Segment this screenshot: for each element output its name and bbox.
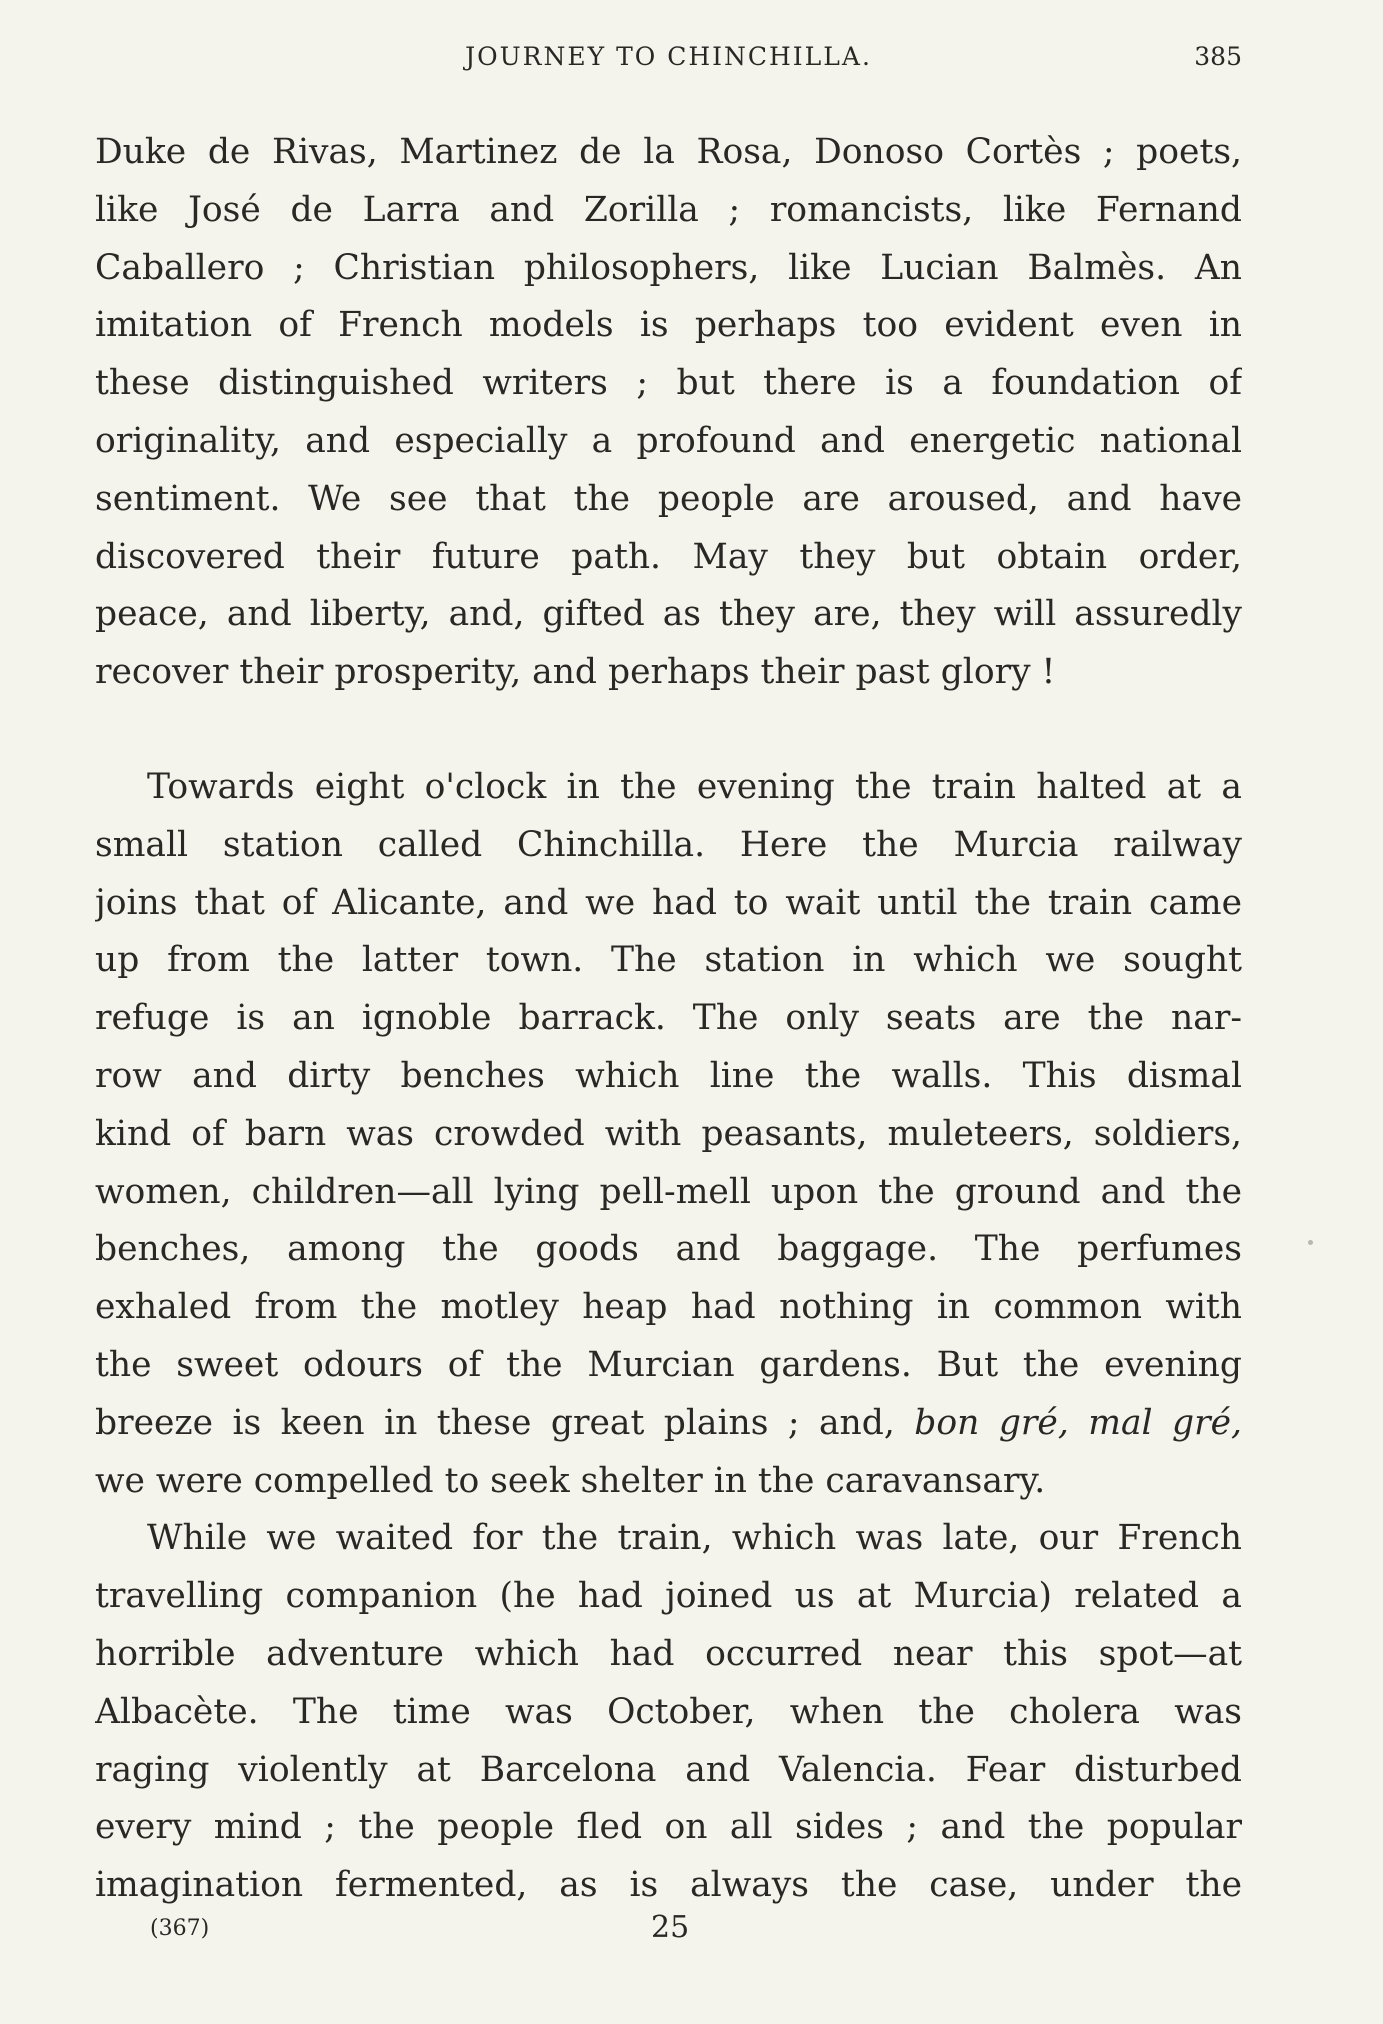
text-line: every mind ; the people fled on all sides ; and the popular (95, 1807, 1242, 1848)
text-line: Towards eight o'clock in the evening the train halted at a (147, 766, 1242, 807)
text-line-italic-phrase (95, 1395, 1242, 1453)
text-line: Duke de Rivas, Martinez de la Rosa, Donoso Cortès ; poets, (95, 132, 1242, 172)
text-line: small station called Chinchilla. Here the Murcia railway (95, 824, 1242, 865)
text-line: imitation of French models is perhaps too evident even in (95, 305, 1242, 346)
text-line: imagination fermented, as is always the case, under the (95, 1865, 1242, 1906)
ink-speck (1308, 1240, 1313, 1245)
text-line: sentiment. We see that the people are aroused, and have (95, 478, 1242, 519)
text-line: these distinguished writers ; but there is a foundation of (95, 363, 1242, 404)
text-line: row and dirty benches which line the walls. This dismal (95, 1055, 1242, 1096)
text-line: like José de Larra and Zorilla ; romancists, like Fernand (95, 189, 1242, 230)
text-line: discovered their future path. May they but obtain order, (95, 536, 1242, 577)
text-line: raging violently at Barcelona and Valencia. Fear disturbed (95, 1749, 1242, 1790)
text-line: travelling companion (he had joined us at Murcia) related a (95, 1576, 1242, 1617)
running-head (95, 42, 1242, 82)
text-line: women, children—all lying pell-mell upon the ground and the (95, 1171, 1242, 1212)
signature-folio: 25 (651, 1910, 690, 1945)
text-line: joins that of Alicante, and we had to wait until the train came (95, 882, 1242, 923)
italic-phrase: bon gré, mal gré, (914, 1402, 1242, 1443)
text-line: benches, among the goods and baggage. The perfumes (95, 1229, 1242, 1270)
section-break (95, 702, 1242, 759)
page-number: 385 (1194, 42, 1242, 71)
text-line: kind of barn was crowded with peasants, muleteers, soldiers, (95, 1113, 1242, 1154)
text-line: we were compelled to seek shelter in the caravansary. (95, 1460, 1046, 1501)
text-line: horrible adventure which had occurred near this spot—at (95, 1633, 1242, 1674)
text-line: originality, and especially a profound and energetic national (95, 420, 1242, 461)
printer-signature: (367) (150, 1916, 210, 1941)
text-line: the sweet odours of the Murcian gardens. But the evening (95, 1344, 1242, 1385)
text-line: Albacète. The time was October, when the cholera was (95, 1691, 1242, 1732)
text-line: Caballero ; Christian philosophers, like Lucian Balmès. An (95, 247, 1242, 288)
text-line: While we waited for the train, which was late, our French (147, 1518, 1242, 1559)
text-line: recover their prosperity, and perhaps their past glory ! (95, 652, 1056, 693)
running-title: JOURNEY TO CHINCHILLA. (465, 42, 872, 71)
text-run: breeze is keen in these great plains ; and, (95, 1402, 915, 1443)
text-line: exhaled from the motley heap had nothing in common with (95, 1287, 1242, 1328)
text-line: refuge is an ignoble barrack. The only seats are the nar- (95, 998, 1242, 1039)
text-line: peace, and liberty, and, gifted as they are, they will assuredly (95, 594, 1242, 635)
text-line: up from the latter town. The station in which we sought (95, 940, 1242, 981)
body-text (95, 124, 1242, 1915)
